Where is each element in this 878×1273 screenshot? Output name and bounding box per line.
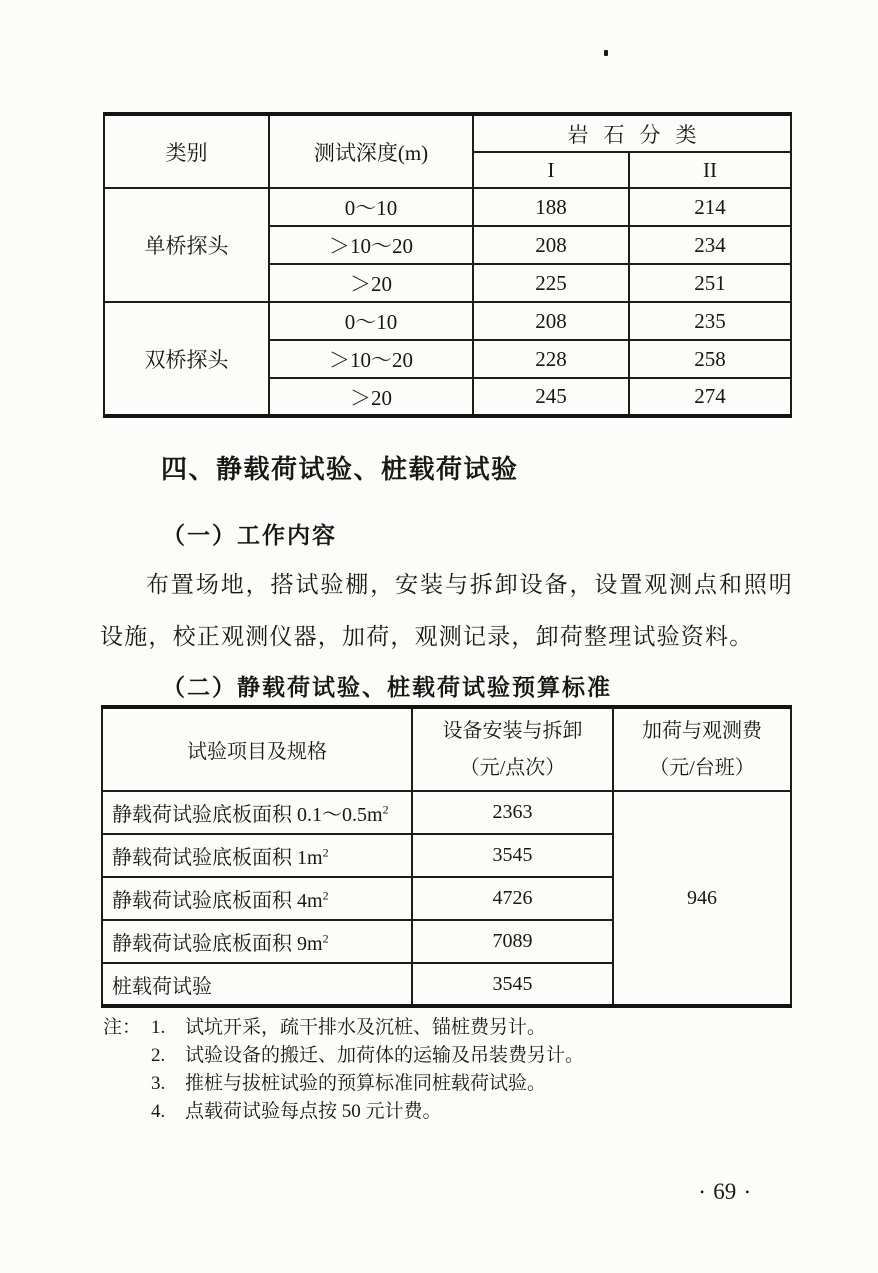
square-superscript: 2 [322, 931, 329, 946]
subsection-1-title: （一）工作内容 [162, 523, 337, 548]
table2-header-load-unit: （元/台班） [649, 756, 755, 779]
table1-class-i-cell: 188 [473, 188, 629, 226]
table1-depth-cell: ＞20 [269, 264, 473, 302]
table2-item-cell [102, 920, 412, 963]
table1-header-category: 类别 [104, 114, 269, 188]
table2-item-label: 静载荷试验底板面积 1m [112, 847, 323, 869]
rock-classification-table [103, 112, 792, 418]
table1-depth-cell: ＞10～20 [269, 226, 473, 264]
page-number [700, 1179, 749, 1205]
note-indent [103, 1070, 151, 1098]
table2-header-install-name: 设备安装与拆卸 [442, 719, 583, 742]
note-number: 2. [151, 1045, 166, 1066]
table1-class-i-cell: 228 [473, 340, 629, 378]
note-text: 试验设备的搬迁、加荷体的运输及吊装费另计。 [185, 1045, 585, 1066]
table1-depth-cell: 0～10 [269, 188, 473, 226]
work-content-paragraph: 布置场地，搭试验棚，安装与拆卸设备，设置观测点和照明设施，校正观测仪器，加荷，观测记录，卸荷整理试验资料。 [100, 572, 793, 649]
table2-install-fee-cell: 3545 [412, 963, 613, 1006]
table2-header-item: 试验项目及规格 [102, 707, 412, 791]
table-row [102, 707, 791, 791]
list-item [103, 1070, 584, 1098]
table2-header-install [412, 707, 613, 791]
table1-class-ii-cell: 234 [629, 226, 791, 264]
table2-install-fee-cell: 3545 [412, 834, 613, 877]
table1-group-name: 双桥探头 [104, 302, 269, 416]
table2-item-label: 静载荷试验底板面积 9m [112, 933, 323, 955]
note-text: 推桩与拔桩试验的预算标准同桩载荷试验。 [185, 1073, 547, 1094]
table1-group-name: 单桥探头 [104, 188, 269, 302]
table-row [104, 302, 791, 340]
notes-block [103, 1014, 584, 1126]
table1-depth-cell: ＞20 [269, 378, 473, 416]
table1-header-depth: 测试深度(m) [269, 114, 473, 188]
table2-header-load-name: 加荷与观测费 [642, 719, 762, 742]
table1-class-ii-cell: 251 [629, 264, 791, 302]
note-number: 1. [151, 1017, 166, 1038]
table2-item-label: 静载荷试验底板面积 4m [112, 890, 323, 912]
list-item [103, 1014, 584, 1042]
section-title: 四、静载荷试验、桩载荷试验 [161, 454, 519, 484]
table1-header-class-i: I [473, 152, 629, 188]
square-superscript: 2 [322, 845, 329, 860]
table2-item-label: 静载荷试验底板面积 0.1～0.5m [112, 804, 383, 826]
note-indent [103, 1042, 151, 1070]
table1-class-ii-cell: 214 [629, 188, 791, 226]
table-row [104, 114, 791, 152]
page-number-value: 69 [713, 1179, 737, 1204]
table2-header-install-unit: （元/点次） [459, 756, 566, 779]
table1-header-rock-class: 岩石分类 [473, 114, 791, 152]
table2-item-cell [102, 963, 412, 1006]
table2-item-label: 桩载荷试验 [112, 975, 212, 998]
table1-class-ii-cell: 235 [629, 302, 791, 340]
square-superscript: 2 [322, 888, 329, 903]
scan-artifact-dot [604, 50, 608, 56]
table1-depth-cell: ＞10～20 [269, 340, 473, 378]
notes-label: 注： [103, 1017, 142, 1038]
page-number-right-dot: • [745, 1184, 750, 1199]
table2-install-fee-cell: 7089 [412, 920, 613, 963]
table2-header-load [613, 707, 791, 791]
list-item [103, 1098, 584, 1126]
list-item [103, 1042, 584, 1070]
note-number: 3. [151, 1073, 166, 1094]
table2-item-cell [102, 877, 412, 920]
table1-header-class-ii: II [629, 152, 791, 188]
table2-install-fee-cell: 2363 [412, 791, 613, 834]
table-row [104, 188, 791, 226]
table1-class-i-cell: 208 [473, 302, 629, 340]
table1-class-ii-cell: 258 [629, 340, 791, 378]
table2-load-fee-merged-cell: 946 [613, 791, 791, 1006]
note-number: 4. [151, 1101, 166, 1122]
table2-item-cell [102, 791, 412, 834]
table1-class-i-cell: 245 [473, 378, 629, 416]
page-number-left-dot: • [700, 1184, 705, 1199]
table1-class-i-cell: 225 [473, 264, 629, 302]
note-text: 点载荷试验每点按 50 元计费。 [185, 1101, 442, 1122]
square-superscript: 2 [382, 802, 389, 817]
table1-depth-cell: 0～10 [269, 302, 473, 340]
load-test-budget-table [101, 705, 792, 1008]
table1-class-ii-cell: 274 [629, 378, 791, 416]
table-row [102, 791, 791, 834]
subsection-2-title: （二）静载荷试验、桩载荷试验预算标准 [162, 675, 612, 700]
table2-install-fee-cell: 4726 [412, 877, 613, 920]
table2-item-cell [102, 834, 412, 877]
note-indent [103, 1098, 151, 1126]
note-text: 试坑开采，疏干排水及沉桩、锚桩费另计。 [185, 1017, 547, 1038]
table1-class-i-cell: 208 [473, 226, 629, 264]
